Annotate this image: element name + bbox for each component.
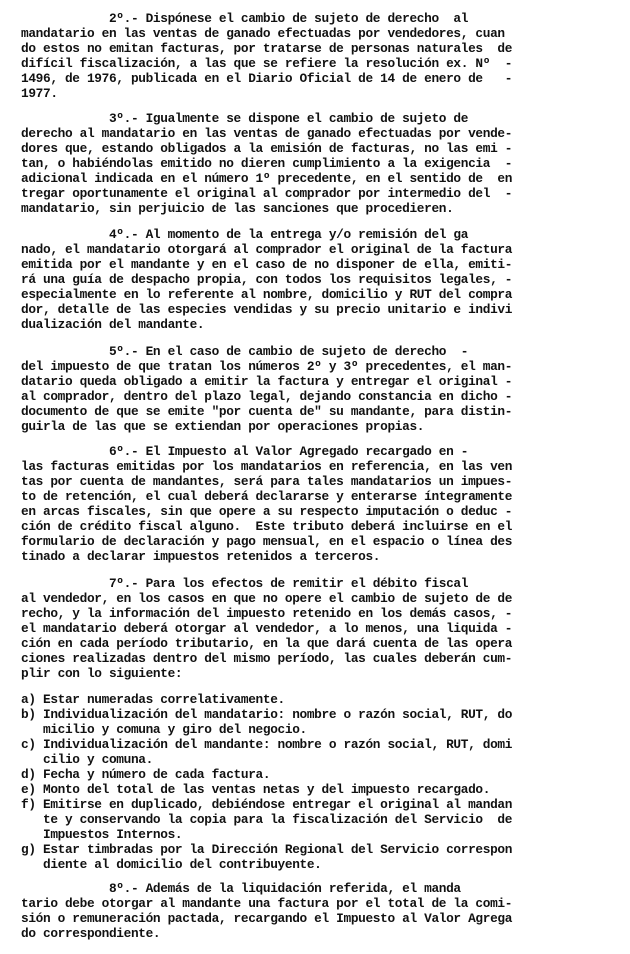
- text-line: plir con lo siguiente:: [21, 666, 183, 681]
- text-line: 2º.- Dispónese el cambio de sujeto de derecho al: [21, 11, 469, 26]
- text-line: 8º.- Además de la liquidación referida, el manda: [21, 881, 461, 896]
- text-line: dores que, estando obligados a la emisión de facturas, no las emi -: [21, 141, 513, 156]
- list-item: b) Individualización del mandatario: nombre o razón social, RUT, do: [21, 707, 513, 722]
- list-item: te y conservando la copia para la fiscalización del Servicio de: [21, 812, 513, 827]
- list-item: Impuestos Internos.: [21, 827, 183, 842]
- text-line: dualización del mandante.: [21, 317, 205, 332]
- text-line: ción de crédito fiscal alguno. Este tributo deberá incluirse en el: [21, 519, 513, 534]
- text-line: datario queda obligado a emitir la factura y entregar el original -: [21, 374, 513, 389]
- text-line: las facturas emitidas por los mandatarios en referencia, en las ven: [21, 459, 513, 474]
- text-line: documento de que se emite "por cuenta de" su mandante, para distin-: [21, 404, 513, 419]
- text-line: tregar oportunamente el original al comprador por intermedio del -: [21, 186, 513, 201]
- list-item: d) Fecha y número de cada factura.: [21, 767, 271, 782]
- text-line: en arcas fiscales, sin que opere a su respecto imputación o deduc -: [21, 504, 513, 519]
- text-line: sión o remuneración pactada, recargando el Impuesto al Valor Agrega: [21, 911, 513, 926]
- text-line: tario debe otorgar al mandante una factura por el total de la comi-: [21, 896, 513, 911]
- text-line: el mandatario deberá otorgar al vendedor, a lo menos, una liquida -: [21, 621, 513, 636]
- text-line: 6º.- El Impuesto al Valor Agregado recargado en -: [21, 444, 469, 459]
- text-line: guirla de las que se extiendan por operaciones propias.: [21, 419, 425, 434]
- list-item: micilio y comuna y giro del negocio.: [21, 722, 307, 737]
- text-line: tas por cuenta de mandantes, será para tales mandatarios un impues-: [21, 474, 513, 489]
- text-line: rá una guía de despacho propia, con todos los requisitos legales, -: [21, 272, 513, 287]
- text-line: do correspondiente.: [21, 926, 161, 941]
- text-line: emitida por el mandante y en el caso de no disponer de ella, emiti-: [21, 257, 513, 272]
- text-line: to de retención, el cual deberá declararse y enterarse íntegramente: [21, 489, 513, 504]
- list-item: a) Estar numeradas correlativamente.: [21, 692, 285, 707]
- text-line: del impuesto de que tratan los números 2º y 3º precedentes, el man-: [21, 359, 513, 374]
- text-line: dor, detalle de las especies vendidas y su precio unitario e indivi: [21, 302, 513, 317]
- text-line: ción en cada período tributario, en la que dará cuenta de las opera: [21, 636, 513, 651]
- text-line: al comprador, dentro del plazo legal, dejando constancia en dicho -: [21, 389, 513, 404]
- list-item: diente al domicilio del contribuyente.: [21, 857, 322, 872]
- text-line: 1977.: [21, 86, 58, 101]
- list-item: f) Emitirse en duplicado, debiéndose entregar el original al mandan: [21, 797, 513, 812]
- list-item: c) Individualización del mandante: nombre o razón social, RUT, domi: [21, 737, 513, 752]
- list-item: g) Estar timbradas por la Dirección Regional del Servicio correspon: [21, 842, 513, 857]
- text-line: 7º.- Para los efectos de remitir el débito fiscal: [21, 576, 469, 591]
- text-line: derecho al mandatario en las ventas de ganado efectuadas por vende-: [21, 126, 513, 141]
- text-line: 1496, de 1976, publicada en el Diario Oficial de 14 de enero de -: [21, 71, 513, 86]
- text-line: tan, o habiéndolas emitido no dieren cumplimiento a la exigencia -: [21, 156, 513, 171]
- text-line: tinado a declarar impuestos retenidos a terceros.: [21, 549, 381, 564]
- text-line: difícil fiscalización, a las que se refiere la resolución ex. Nº -: [21, 56, 513, 71]
- text-line: recho, y la información del impuesto retenido en los demás casos, -: [21, 606, 513, 621]
- list-item: e) Monto del total de las ventas netas y del impuesto recargado.: [21, 782, 491, 797]
- text-line: adicional indicada en el número 1º precedente, en el sentido de en: [21, 171, 513, 186]
- list-item: cilio y comuna.: [21, 752, 153, 767]
- text-line: 4º.- Al momento de la entrega y/o remisión del ga: [21, 227, 469, 242]
- text-line: mandatario, sin perjuicio de las sanciones que procedieren.: [21, 201, 454, 216]
- text-line: nado, el mandatario otorgará al comprador el original de la factura: [21, 242, 513, 257]
- text-line: al vendedor, en los casos en que no opere el cambio de sujeto de de: [21, 591, 513, 606]
- text-line: formulario de declaración y pago mensual, en el espacio o línea des: [21, 534, 513, 549]
- text-line: especialmente en lo referente al nombre, domicilio y RUT del compra: [21, 287, 513, 302]
- text-line: mandatario en las ventas de ganado efectuadas por vendedores, cuan: [21, 26, 505, 41]
- text-line: 5º.- En el caso de cambio de sujeto de derecho -: [21, 344, 469, 359]
- text-line: do estos no emitan facturas, por tratarse de personas naturales de: [21, 41, 513, 56]
- text-line: ciones realizadas dentro del mismo período, las cuales deberán cum-: [21, 651, 513, 666]
- text-line: 3º.- Igualmente se dispone el cambio de sujeto de: [21, 111, 469, 126]
